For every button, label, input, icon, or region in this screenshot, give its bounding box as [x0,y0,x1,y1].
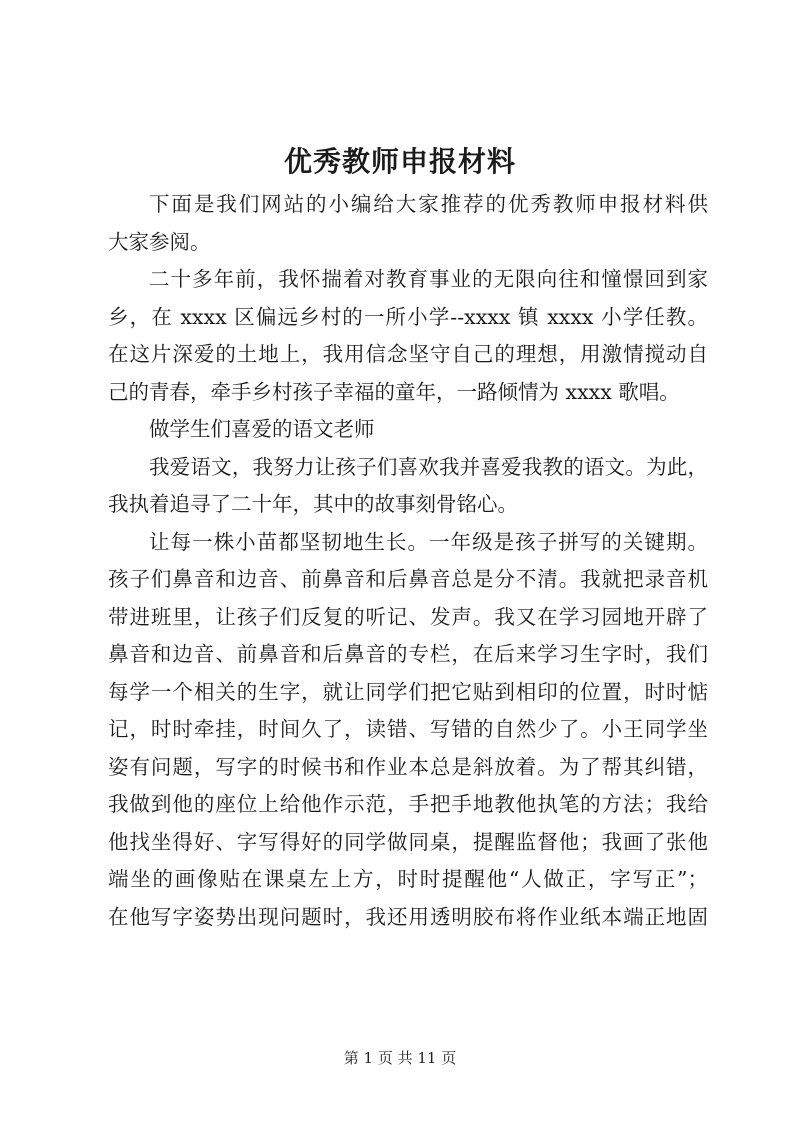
text-line: 二十多年前，我怀揣着对教育事业的无限向往和憧憬回到家 [149,267,708,291]
text-line: 让每一株小苗都坚韧地生长。一年级是孩子拼写的关键期。 [149,529,708,554]
text-line: 在他写字姿势出现问题时，我还用透明胶布将作业纸本端正地固 [108,904,708,929]
text-line: 姿有问题，写字的时候书和作业本总是斜放着。为了帮其纠错， [108,754,708,779]
page-footer: 第 1 页 共 11 页 [343,1049,457,1067]
document-title: 优秀教师申报材料 [283,145,516,178]
text-line: 端坐的画像贴在课桌左上方，时时提醒他“人做正，字写正”； [108,867,708,891]
text-line: 孩子们鼻音和边音、前鼻音和后鼻音总是分不清。我就把录音机 [108,567,708,591]
text-line: 我执着追寻了二十年，其中的故事刻骨铭心。 [108,492,518,516]
text-line: 我做到他的座位上给他作示范，手把手地教他执笔的方法；我给 [108,792,708,816]
text-line: 做学生们喜爱的语文老师 [149,417,375,441]
text-line: 我爱语文，我努力让孩子们喜欢我并喜爱我教的语文。为此， [149,454,708,479]
text-line: 下面是我们网站的小编给大家推荐的优秀教师申报材料供 [149,192,708,216]
text-line: 每学一个相关的生字，就让同学们把它贴到相印的位置，时时惦 [108,679,708,704]
text-line: 鼻音和边音、前鼻音和后鼻音的专栏，在后来学习生字时，我们 [108,642,708,666]
text-line: 乡，在 xxxx 区偏远乡村的一所小学--xxxx 镇 xxxx 小学任教。 [108,304,708,329]
document-body [108,186,708,936]
text-line: 大家参阅。 [108,229,211,254]
text-line: 记，时时牵挂，时间久了，读错、写错的自然少了。小王同学坐 [108,717,708,741]
text-line: 己的青春，牵手乡村孩子幸福的童年，一路倾情为 xxxx 歌唱。 [108,379,680,404]
text-line: 带进班里，让孩子们反复的听记、发声。我又在学习园地开辟了 [108,604,708,629]
text-line: 在这片深爱的土地上，我用信念坚守自己的理想，用激情搅动自 [108,342,708,366]
text-line: 他找坐得好、字写得好的同学做同桌，提醒监督他；我画了张他 [108,829,708,854]
